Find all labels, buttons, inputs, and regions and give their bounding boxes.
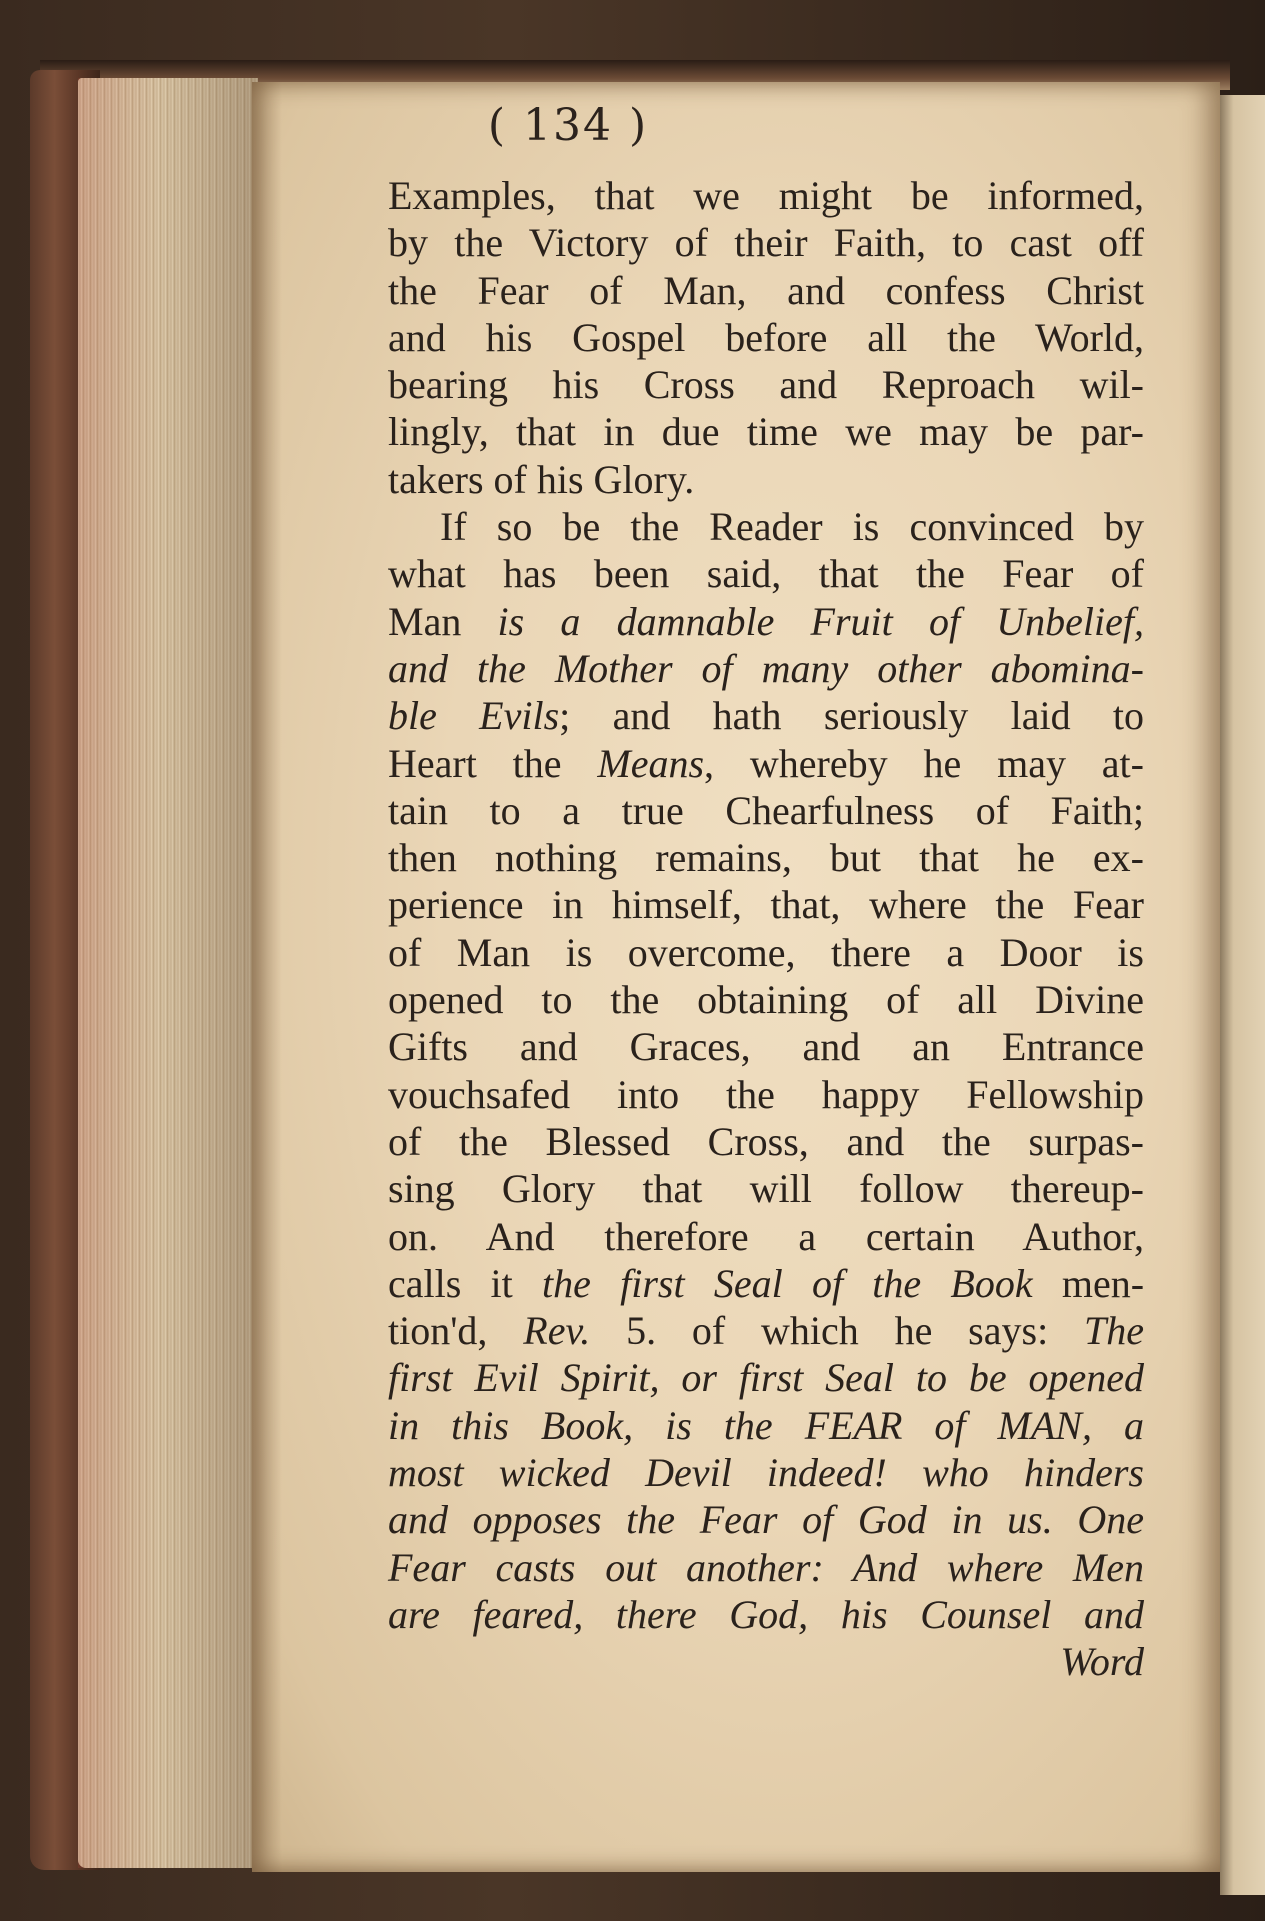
text-line — [388, 692, 1144, 739]
text-segment: calls it — [388, 1260, 543, 1306]
text-line — [388, 314, 1144, 361]
text-segment: first Evil Spirit, or first Seal to be opened — [388, 1355, 1144, 1401]
text-segment: Rev. — [523, 1308, 591, 1354]
text-segment: of Man is overcome, there a Door is — [388, 929, 1144, 975]
text-segment: ; and hath seriously laid to — [559, 693, 1144, 739]
text-segment: by the Victory of their Faith, to cast off — [388, 220, 1144, 266]
text-line — [388, 503, 1144, 550]
text-segment: Fear casts out another: And where Men — [388, 1544, 1144, 1590]
text-segment: is a damnable Fruit of Unbelief, — [497, 598, 1144, 644]
text-line — [388, 361, 1144, 408]
text-segment: Gifts and Graces, and an Entrance — [388, 1024, 1144, 1070]
text-line — [388, 1165, 1144, 1212]
text-segment: Means — [597, 740, 705, 786]
text-line — [388, 1544, 1144, 1591]
text-segment: most wicked Devil indeed! who hinders — [388, 1450, 1144, 1496]
text-line — [388, 976, 1144, 1023]
text-line — [388, 1307, 1144, 1354]
text-line — [388, 1213, 1144, 1260]
text-segment: the first Seal of the Book — [542, 1260, 1033, 1306]
text-line — [388, 787, 1144, 834]
text-segment: on. And therefore a certain Author, — [388, 1213, 1144, 1259]
text-segment: tion'd, — [388, 1308, 524, 1354]
text-segment: men- — [1032, 1260, 1145, 1306]
text-line — [388, 1023, 1144, 1070]
text-line — [388, 929, 1144, 976]
text-segment: ble Evils — [388, 693, 560, 739]
text-line — [388, 1354, 1144, 1401]
text-segment: and his Gospel before all the World, — [388, 314, 1144, 360]
text-segment: Heart the — [388, 740, 598, 786]
text-segment: of the Blessed Cross, and the surpas- — [388, 1118, 1144, 1164]
text-segment: the Fear of Man, and confess Christ — [388, 267, 1144, 313]
text-line — [388, 834, 1144, 881]
text-segment: in this Book, is the FEAR of MAN, a — [388, 1402, 1144, 1448]
text-segment: Examples, that we might be informed, — [388, 173, 1144, 218]
text-line — [388, 1118, 1144, 1165]
text-segment: The — [1084, 1308, 1145, 1354]
text-line — [388, 219, 1144, 266]
text-segment: opened to the obtaining of all Divine — [388, 977, 1144, 1023]
text-segment: and the Mother of many other abomina- — [388, 645, 1144, 691]
text-line — [388, 1449, 1144, 1496]
catchword: Word — [1060, 1639, 1144, 1685]
text-segment: then nothing remains, but that he ex- — [388, 835, 1144, 881]
page-number: ( 134 ) — [487, 100, 649, 151]
text-line — [388, 1071, 1144, 1118]
text-segment: are feared, there God, his Counsel and — [388, 1591, 1144, 1637]
text-line — [388, 1260, 1144, 1307]
text-segment: sing Glory that will follow thereup- — [388, 1166, 1144, 1212]
page-text-block — [388, 172, 1144, 1686]
facing-page-edge — [1220, 95, 1265, 1895]
text-segment: and opposes the Fear of God in us. One — [388, 1497, 1144, 1543]
text-segment: vouchsafed into the happy Fellowship — [388, 1071, 1144, 1117]
text-segment: what has been said, that the Fear of — [388, 551, 1144, 597]
text-segment: lingly, that in due time we may be par- — [388, 409, 1144, 455]
text-segment: If so be the Reader is convinced by — [440, 504, 1144, 550]
text-line — [388, 881, 1144, 928]
text-line — [388, 408, 1144, 455]
text-line — [388, 1591, 1144, 1638]
text-line — [388, 172, 1144, 219]
page-edges-stack — [78, 78, 258, 1868]
text-line — [388, 267, 1144, 314]
text-segment: perience in himself, that, where the Fear — [388, 882, 1144, 928]
text-line — [388, 1402, 1144, 1449]
text-segment: , whereby he may at- — [704, 740, 1144, 786]
text-segment: 5. of which he says: — [590, 1308, 1085, 1354]
text-line — [388, 645, 1144, 692]
text-line — [388, 598, 1144, 645]
text-segment: tain to a true Chearfulness of Faith; — [388, 787, 1144, 833]
text-segment: bearing his Cross and Reproach wil- — [388, 362, 1144, 408]
text-line — [388, 550, 1144, 597]
text-line — [388, 456, 1144, 503]
text-line — [388, 1496, 1144, 1543]
text-line — [388, 740, 1144, 787]
text-segment: takers of his Glory. — [388, 456, 695, 502]
text-segment: Man — [388, 598, 498, 644]
